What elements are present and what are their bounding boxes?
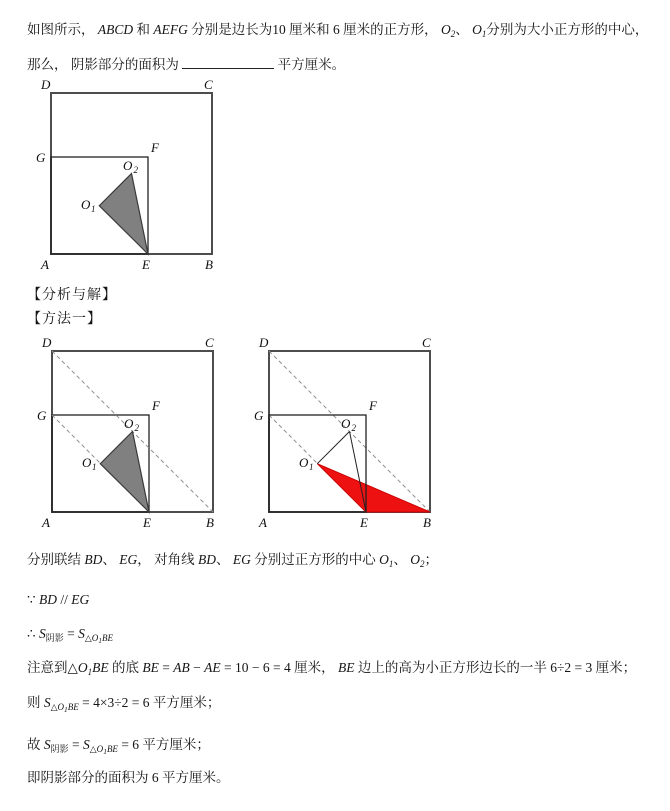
problem-line-1: 如图所示， ABCD 和 AEFG 分别是边长为10 厘米和 6 厘米的正方形， $O_2$、 $O_1$分别为大小正方形的中心， — [27, 22, 649, 39]
vertex-label-c: C — [204, 78, 213, 92]
center-label-o2: O — [123, 158, 133, 173]
center-label-o2: O — [124, 416, 134, 431]
answer-blank-line: 那么， 阴影部分的面积为 平方厘米。 — [27, 57, 345, 72]
vertex-label-b: B — [206, 515, 214, 530]
vertex-label-b: B — [205, 257, 213, 272]
vertex-label-f: F — [152, 398, 160, 413]
vertex-label-c: C — [422, 336, 431, 350]
center-label-o2: O — [341, 416, 351, 431]
vertex-label-e: E — [360, 515, 368, 530]
segment-o1-o2 — [317, 432, 349, 464]
vertex-label-g: G — [37, 408, 47, 423]
vertex-label-e: E — [143, 515, 151, 530]
shaded-triangle-o1o2e — [99, 174, 148, 255]
solution-line-conclude: 故 $S_{阴影} = S_{\triangle O1BE} = 6$ 平方厘米； — [27, 737, 210, 756]
solution-line-area-equal: ∴ $S_{阴影} = S_{\triangle O1BE}$ — [27, 626, 114, 645]
vertex-label-b: B — [423, 515, 431, 530]
vertex-label-d: D — [259, 336, 269, 350]
solution-line-base-height: 注意到$\triangle O_1BE$ 的底 BE = AB − AE = 10 − 6 = 4 厘米， BE 边上的高为小正方形边长的一半 6÷2 = 3 厘米； — [27, 660, 637, 677]
center-label-o2-sub: 2 — [351, 423, 356, 433]
problem-line-2 — [27, 48, 663, 82]
center-label-o1-sub: 1 — [309, 462, 314, 472]
figure-method-right — [253, 336, 453, 536]
center-label-o1: O — [82, 455, 92, 470]
vertex-label-c: C — [205, 336, 214, 350]
vertex-label-f: F — [369, 398, 377, 413]
shaded-triangle-o1o2e — [100, 432, 149, 513]
vertex-label-g: G — [254, 408, 264, 423]
problem-statement — [27, 13, 663, 82]
vertex-label-a: A — [259, 515, 267, 530]
center-label-o1: O — [81, 197, 91, 212]
vertex-label-e: E — [142, 257, 150, 272]
solution-line-answer: 即阴影部分的面积为 6 平方厘米。 — [27, 770, 230, 785]
vertex-label-a: A — [42, 515, 50, 530]
vertex-label-a: A — [41, 257, 49, 272]
section-header-analysis: 【分析与解】 — [27, 288, 117, 303]
center-label-o1-sub: 1 — [92, 462, 97, 472]
vertex-label-g: G — [36, 150, 46, 165]
solution-line-parallel: ∵ BD // EG — [27, 592, 90, 607]
section-header-method1: 【方法一】 — [27, 312, 102, 327]
center-label-o1-sub: 1 — [91, 204, 96, 214]
figure-problem — [35, 78, 235, 278]
vertex-label-f: F — [151, 140, 159, 155]
vertex-label-d: D — [41, 78, 51, 92]
center-label-o2-sub: 2 — [133, 165, 138, 175]
vertex-label-d: D — [42, 336, 52, 350]
shaded-triangle-o1eb — [317, 464, 430, 512]
figure-method-left — [36, 336, 236, 536]
center-label-o2-sub: 2 — [134, 423, 139, 433]
center-label-o1: O — [299, 455, 309, 470]
solution-line-compute: 则 $S_{\triangle O1BE} = 4\times 3\div 2 = 6$ 平方厘米； — [27, 695, 221, 714]
solution-line-connect: 分别联结 BD、 EG， 对角线 BD、 EG 分别过正方形的中心 $O_1$、 $O_2$； — [27, 552, 438, 569]
